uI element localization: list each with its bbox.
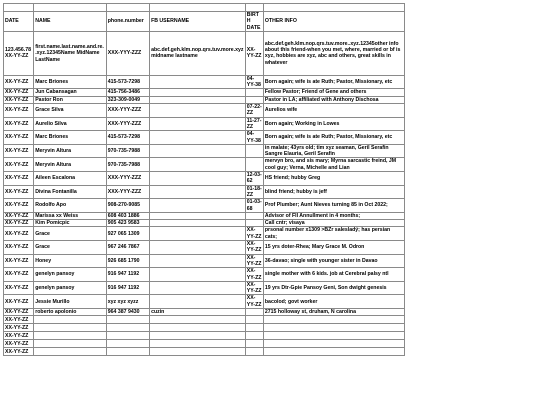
table-row [4,172,405,186]
fb-username-cell[interactable] [150,227,246,241]
phone-cell[interactable]: XXX-YYY-ZZZ [106,31,149,75]
birth-date-cell[interactable] [245,308,263,315]
cell[interactable] [106,4,149,12]
date-cell[interactable]: XX-YY-ZZ [4,241,34,255]
table-row [4,144,405,158]
table-row [4,96,405,103]
header-row [4,12,405,32]
phone-cell[interactable]: 970-735-7988 [106,144,149,158]
table-row [4,158,405,172]
cell[interactable] [150,4,246,12]
birth-date-cell[interactable] [245,348,263,356]
name-cell[interactable]: Meryvin Altura [34,158,107,172]
table-row [4,199,405,213]
other-info-cell[interactable]: blind friend; hubby is jeff [263,185,404,199]
table-row [4,185,405,199]
phone-cell[interactable]: 415-573-7298 [106,75,149,89]
name-cell[interactable]: roberto apolonio [34,308,107,315]
table-row [4,31,405,75]
cell[interactable] [245,4,263,12]
other-info-cell[interactable]: HS friend; hubby Greg [263,172,404,186]
phone-cell[interactable]: 323-309-0049 [106,96,149,103]
table-row [4,340,405,348]
date-cell[interactable]: XX-YY-ZZ [4,254,34,268]
birth-date-cell[interactable]: 04-YY-38 [245,75,263,89]
date-cell[interactable]: XX-YY-ZZ [4,131,34,145]
other-info-cell[interactable]: mervyn bro, and sis mary; Myrna sarcastic freind, JM cool guy; Verna, Michelle and Lian [263,158,404,172]
fb-username-cell[interactable] [150,316,246,324]
birth-date-cell[interactable]: 11-27-ZZ [246,117,262,130]
phone-cell[interactable]: 926 685 1790 [106,254,149,268]
table-row [4,227,405,241]
fb-username-cell[interactable] [150,131,246,145]
other-info-cell[interactable]: abc.def.geh.klm.nop.qrs.tuv.more..xyz.12345other info about this friend-when you met, where, married or bf is xyz, hobbies are xyz, abc and others, great skills in whatever [263,31,404,75]
date-cell[interactable]: XX-YY-ZZ [4,348,34,356]
birth-date-cell[interactable]: XX-YY-ZZ [245,31,263,75]
table-row [4,268,405,282]
date-cell[interactable]: XX-YY-ZZ [4,96,34,103]
fb-username-cell[interactable] [150,117,246,131]
name-cell[interactable]: Marissa xx Weiss [34,212,107,219]
birth-date-cell[interactable]: 07-22-ZZ [246,104,262,117]
phone-cell[interactable] [106,316,149,324]
table-row [4,131,405,145]
name-cell[interactable]: first.name.last.name.and.re..xyz.12345Name MidName LastName [34,31,107,75]
other-info-cell[interactable] [263,348,404,356]
birth-date-cell[interactable] [245,96,263,103]
other-info-cell[interactable] [263,340,404,348]
name-cell[interactable]: Rodolfo Apo [34,199,107,213]
date-cell[interactable]: 123.456.78 XX-YY-ZZ [4,31,34,75]
date-cell[interactable]: XX-YY-ZZ [4,185,34,199]
fb-username-cell[interactable] [150,268,246,282]
header-other-info[interactable]: OTHER INFO [263,12,404,32]
table-row [4,212,405,219]
fb-username-cell[interactable] [150,281,246,295]
name-cell[interactable] [34,316,107,324]
birth-date-cell[interactable] [245,340,263,348]
phone-cell[interactable]: 415-573-7298 [106,131,149,145]
fb-username-cell[interactable] [150,89,246,96]
table-row [4,348,405,356]
fb-username-cell[interactable] [150,199,246,213]
phone-cell[interactable]: 967 246 7867 [106,241,149,255]
table-row [4,104,405,118]
table-row [4,241,405,255]
date-cell[interactable]: XX-YY-ZZ [4,104,34,118]
table-row [4,75,405,89]
other-info-cell[interactable]: Advisor of FIl Annullment in 4 months; [263,212,404,219]
birth-date-cell[interactable] [245,89,263,96]
fb-username-cell[interactable] [150,96,246,103]
name-cell[interactable]: Honey [34,254,107,268]
table-row [4,254,405,268]
other-info-cell[interactable]: Born again; Working in Lowes [263,117,404,131]
date-cell[interactable]: XX-YY-ZZ [4,199,34,213]
name-cell[interactable]: Jun Cabansagan [34,89,107,96]
contacts-table [3,3,405,356]
birth-date-cell[interactable] [245,158,263,172]
other-info-cell[interactable]: Born again; wife is ate Ruth; Pastor, Missionary, etc [263,131,404,145]
table-row [4,89,405,96]
date-cell[interactable]: XX-YY-ZZ [4,212,34,219]
fb-username-cell[interactable] [150,172,246,186]
name-cell[interactable]: Kim Pomicpic [34,220,107,227]
name-cell[interactable]: genelyn pansoy [34,281,107,295]
other-info-cell[interactable]: 15 yrs doter-Rhea; Mary Grace M. Odron [263,241,404,255]
phone-cell[interactable]: XXX-YYY-ZZZ [106,104,149,118]
cell[interactable] [34,4,107,12]
phone-cell[interactable]: 415-756-3486 [106,89,149,96]
header-phone[interactable]: phone.number [106,12,149,32]
name-cell[interactable]: Grace Silva [34,104,107,118]
top-blank-row [4,4,405,12]
birth-date-cell[interactable] [245,316,263,324]
phone-cell[interactable]: XXX-YYY-ZZZ [106,172,149,186]
other-info-cell[interactable]: single mother with 6 kids. job at Cerebral palsy ntl [263,268,404,282]
other-info-cell[interactable]: prsonal number x1309 >BZr salesladý; has persian cats; [263,227,404,241]
contacts-spreadsheet [3,3,405,356]
birth-date-cell[interactable]: 01-18-ZZ [246,185,262,198]
phone-cell[interactable]: 964 387 9430 [106,308,149,315]
fb-username-cell[interactable] [150,104,246,118]
birth-date-cell[interactable] [245,220,263,227]
fb-username-cell[interactable] [150,212,246,219]
fb-username-cell[interactable] [150,295,246,309]
phone-cell[interactable]: 908-270-9085 [106,199,149,213]
header-name[interactable]: NAME [34,12,107,32]
other-info-cell[interactable]: Aurelios wife [263,104,404,118]
fb-username-cell[interactable] [150,158,246,172]
table-row [4,324,405,332]
date-cell[interactable]: XX-YY-ZZ [4,316,34,324]
header-date[interactable]: DATE [4,12,34,32]
fb-username-cell[interactable] [150,324,246,332]
phone-cell[interactable]: 916 947 1192 [106,281,149,295]
name-cell[interactable]: Divina Fontanilla [34,185,107,199]
phone-cell[interactable] [106,324,149,332]
phone-cell[interactable]: 970-735-7988 [106,158,149,172]
name-cell[interactable]: Jessie Murillo [34,295,107,309]
birth-date-cell[interactable] [245,144,263,158]
other-info-cell[interactable]: Call cntr; visaya [263,220,404,227]
fb-username-cell[interactable] [150,144,246,158]
phone-cell[interactable] [106,340,149,348]
table-row [4,332,405,340]
birth-date-cell[interactable]: 12-03-62 [246,172,262,185]
fb-username-cell[interactable] [150,332,246,340]
name-cell[interactable]: Pastor Ron [34,96,107,103]
fb-username-cell[interactable] [150,254,246,268]
table-row [4,316,405,324]
phone-cell[interactable]: 927 065 1309 [106,227,149,241]
date-cell[interactable]: XX-YY-ZZ [4,220,34,227]
name-cell[interactable]: Grace [34,227,107,241]
fb-username-cell[interactable] [150,241,246,255]
date-cell[interactable]: XX-YY-ZZ [4,324,34,332]
header-fb-username[interactable]: FB USERNAME [150,12,246,32]
phone-cell[interactable]: 608 403 1886 [106,212,149,219]
other-info-cell[interactable]: bacolod; govt worker [263,295,404,309]
fb-username-cell[interactable] [150,75,246,89]
date-cell[interactable]: XX-YY-ZZ [4,340,34,348]
name-cell[interactable] [34,348,107,356]
other-info-cell[interactable]: in malate; 43yrs old; tim xyz seaman, Geril Serafin Sangre Elauria, Geril Serafin [263,144,404,158]
birth-date-cell[interactable]: XX-YY-ZZ [246,268,262,281]
birth-date-cell[interactable]: 04-YY-38 [245,131,263,145]
other-info-cell[interactable]: Born again; wife is ate Ruth; Pastor, Missionary, etc [263,75,404,89]
cell[interactable] [4,4,34,12]
name-cell[interactable]: Grace [34,241,107,255]
date-cell[interactable]: XX-YY-ZZ [4,172,34,186]
other-info-cell[interactable] [263,316,404,324]
phone-cell[interactable]: xyz xyz xyzz [106,295,149,309]
name-cell[interactable]: Aurelio Silva [34,117,107,131]
phone-cell[interactable]: 916 947 1192 [106,268,149,282]
cell[interactable] [263,4,404,12]
phone-cell[interactable]: XXX-YYY-ZZZ [106,117,149,131]
header-birth-date[interactable]: BIRTH DATE [245,12,263,32]
name-cell[interactable]: genelyn pansoy [34,268,107,282]
name-cell[interactable] [34,324,107,332]
table-row [4,220,405,227]
other-info-cell[interactable]: Pastor in LA; affiliated with Anthony Dischosa [263,96,404,103]
other-info-cell[interactable]: 19 yrs Dtr-Gpie Pansoy Geni, Son dwight genesis [263,281,404,295]
birth-date-cell[interactable]: XX-YY-ZZ [246,241,262,254]
phone-cell[interactable]: XXX-YYY-ZZZ [106,185,149,199]
birth-date-cell[interactable]: XX-YY-ZZ [246,227,262,240]
birth-date-cell[interactable] [245,324,263,332]
phone-cell[interactable] [106,332,149,340]
date-cell[interactable]: XX-YY-ZZ [4,144,34,158]
fb-username-cell[interactable] [150,185,246,199]
fb-username-cell[interactable] [150,340,246,348]
phone-cell[interactable] [106,348,149,356]
name-cell[interactable] [34,332,107,340]
other-info-cell[interactable]: Prof Plumber; Aunt Nieves turning 85 in Oct 2022; [263,199,404,213]
fb-username-cell[interactable]: abc.def.geh.klm.nop.qrs.tuv.more.xyz midname lastname [150,31,246,75]
name-cell[interactable] [34,340,107,348]
name-cell[interactable]: Marc Briones [34,75,107,89]
date-cell[interactable]: XX-YY-ZZ [4,75,34,89]
fb-username-cell[interactable] [150,220,246,227]
table-row [4,117,405,131]
other-info-cell[interactable] [263,324,404,332]
date-cell[interactable]: XX-YY-ZZ [4,308,34,315]
table-row [4,281,405,295]
date-cell[interactable]: XX-YY-ZZ [4,158,34,172]
date-cell[interactable]: XX-YY-ZZ [4,89,34,96]
other-info-cell[interactable]: Fellow Pastor; Friend of Gene and others [263,89,404,96]
birth-date-cell[interactable] [245,212,263,219]
fb-username-cell[interactable] [150,348,246,356]
date-cell[interactable]: XX-YY-ZZ [4,281,34,295]
birth-date-cell[interactable] [245,332,263,340]
date-cell[interactable]: XX-YY-ZZ [4,332,34,340]
birth-date-cell[interactable]: XX-YY-ZZ [246,281,262,295]
name-cell[interactable]: Marc Briones [34,131,107,145]
date-cell[interactable]: XX-YY-ZZ [4,117,34,131]
name-cell[interactable]: Meryvin Altura [34,144,107,158]
table-row [4,295,405,309]
birth-date-cell[interactable]: 01-03-68 [246,199,262,212]
date-cell[interactable]: XX-YY-ZZ [4,295,34,309]
birth-date-cell[interactable]: XX-YY-ZZ [246,295,262,308]
fb-username-cell[interactable]: cuzin [150,308,246,315]
other-info-cell[interactable]: 36-davao; single with younger sister in Davao [263,254,404,268]
other-info-cell[interactable] [263,332,404,340]
phone-cell[interactable]: 905 423 9583 [106,220,149,227]
name-cell[interactable]: Aileen Escalona [34,172,107,186]
date-cell[interactable]: XX-YY-ZZ [4,268,34,282]
table-row [4,308,405,315]
birth-date-cell[interactable]: XX-YY-ZZ [246,254,262,267]
other-info-cell[interactable]: 2715 holloway st, druham, N carolina [263,308,404,315]
date-cell[interactable]: XX-YY-ZZ [4,227,34,241]
